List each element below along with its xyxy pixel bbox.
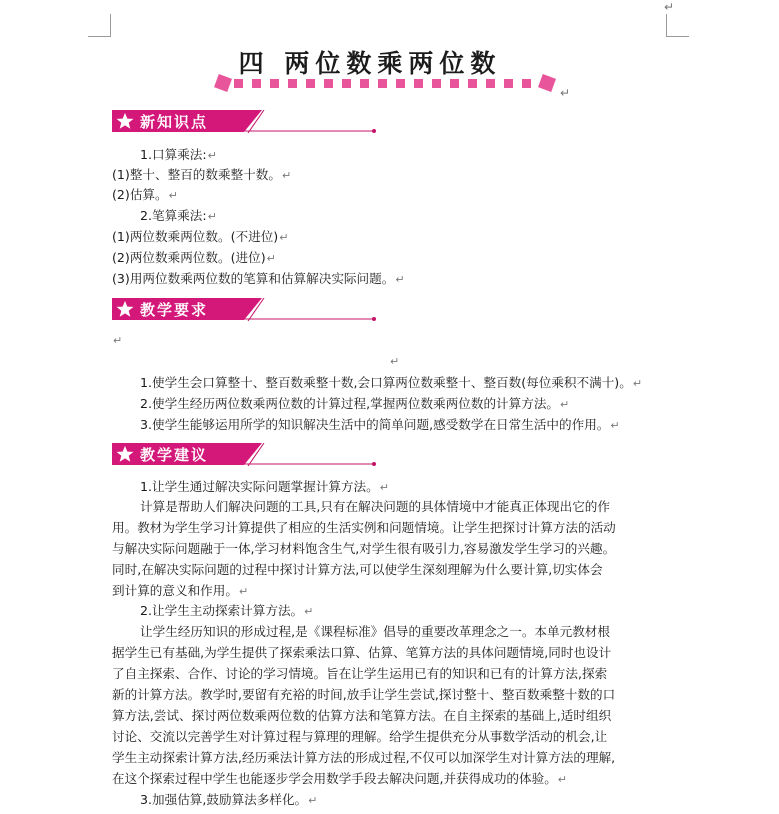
title-decor-square xyxy=(288,79,297,88)
body-line: 1.让学生通过解决实际问题掌握计算方法。↵ xyxy=(140,479,389,494)
chapter-title: 四 两位数乘两位数 xyxy=(238,49,502,78)
section-title: 教学建议 xyxy=(140,446,209,464)
title-decor-square xyxy=(306,79,315,88)
body-line: (3)用两位数乘两位数的笔算和估算解决实际问题。↵ xyxy=(112,271,405,286)
section-title: 新知识点 xyxy=(140,113,209,131)
body-line: 2.让学生主动探索计算方法。↵ xyxy=(140,603,314,618)
title-decoration xyxy=(212,70,562,104)
body-line: 在这个探索过程中学生也能逐步学会用数学手段去解决问题,并获得成功的体验。↵ xyxy=(112,771,568,786)
title-decor-square xyxy=(324,79,333,88)
body-line: 据学生已有基础,为学生提供了探索乘法口算、估算、笔算方法的具体问题情境,同时也设计 xyxy=(112,645,612,660)
body-line: 计算是帮助人们解决问题的工具,只有在解决问题的具体情境中才能真正体现出它的作 xyxy=(140,499,610,514)
body-line: 与解决实际问题融于一体,学习材料饱含生气,对学生很有吸引力,容易激发学生学习的兴趣。 xyxy=(112,541,616,556)
body-line: 到计算的意义和作用。↵ xyxy=(112,583,249,598)
body-line: 1.使学生会口算整十、整百数乘整十数,会口算两位数乘整十、整百数(每位乘积不满十)。↵ xyxy=(140,375,643,390)
star-icon xyxy=(116,300,134,318)
body-line: 让学生经历知识的形成过程,是《课程标准》倡导的重要改革理念之一。本单元教材根 xyxy=(140,624,610,639)
section-title: 教学要求 xyxy=(140,301,209,319)
paragraph-mark: ↵ xyxy=(664,0,675,14)
body-line: 讨论、交流以完善学生对计算过程与算理的理解。给学生提供充分从事数学活动的机会,让 xyxy=(112,729,608,744)
body-line: 了自主探索、合作、讨论的学习情境。旨在让学生运用已有的知识和已有的计算方法,探索 xyxy=(112,666,608,681)
title-decor-square xyxy=(504,79,513,88)
title-decor-square xyxy=(414,79,423,88)
paragraph-mark: ↵ xyxy=(390,355,400,368)
body-line: 算方法,尝试、探讨两位数乘两位数的估算方法和笔算方法。在自主探索的基础上,适时组织 xyxy=(112,708,612,723)
paragraph-mark: ↵ xyxy=(113,334,123,347)
title-decor-square xyxy=(538,74,556,92)
title-decor-square xyxy=(468,79,477,88)
star-icon xyxy=(116,112,134,130)
section-header-teaching-suggestions xyxy=(112,443,382,467)
body-line: 2.笔算乘法:↵ xyxy=(140,208,217,223)
paragraph-mark: ↵ xyxy=(560,86,571,100)
title-decor-square xyxy=(486,79,495,88)
title-decor-square xyxy=(378,79,387,88)
title-decor-square xyxy=(270,79,279,88)
body-line: 3.使学生能够运用所学的知识解决生活中的简单问题,感受数学在日常生活中的作用。↵ xyxy=(140,417,620,432)
body-line: 用。教材为学生学习计算提供了相应的生活实例和问题情境。让学生把探讨计算方法的活动 xyxy=(112,520,616,535)
body-line: (1)整十、整百的数乘整十数。↵ xyxy=(112,167,292,182)
title-decor-square xyxy=(252,79,261,88)
title-decor-square xyxy=(432,79,441,88)
star-icon xyxy=(116,445,134,463)
chapter-title-block xyxy=(200,40,580,102)
section-header-teaching-requirements xyxy=(112,298,382,322)
body-line: (2)估算。↵ xyxy=(112,187,178,202)
title-decor-square xyxy=(342,79,351,88)
title-decor-square xyxy=(396,79,405,88)
crop-mark-top-right xyxy=(666,14,689,37)
title-decor-square xyxy=(214,74,232,92)
body-line: (1)两位数乘两位数。(不进位)↵ xyxy=(112,229,289,244)
title-decor-square xyxy=(360,79,369,88)
body-line: 学生主动探索计算方法,经历乘法计算方法的形成过程,不仅可以加深学生对计算方法的理解, xyxy=(112,750,616,765)
crop-mark-top-left xyxy=(88,14,111,37)
title-decor-square xyxy=(234,79,243,88)
section-header-new-knowledge xyxy=(112,110,382,134)
title-decor-square xyxy=(522,79,531,88)
body-line: (2)两位数乘两位数。(进位)↵ xyxy=(112,250,276,265)
title-decor-square xyxy=(450,79,459,88)
body-line: 3.加强估算,鼓励算法多样化。↵ xyxy=(140,792,318,807)
body-line: 同时,在解决实际问题的过程中探讨计算方法,可以使学生深刻理解为什么要计算,切实体会 xyxy=(112,562,603,577)
body-line: 2.使学生经历两位数乘两位数的计算过程,掌握两位数乘两位数的计算方法。↵ xyxy=(140,396,570,411)
body-line: 新的计算方法。教学时,要留有充裕的时间,放手让学生尝试,探讨整十、整百数乘整十数的口 xyxy=(112,687,616,702)
body-line: 1.口算乘法:↵ xyxy=(140,147,217,162)
